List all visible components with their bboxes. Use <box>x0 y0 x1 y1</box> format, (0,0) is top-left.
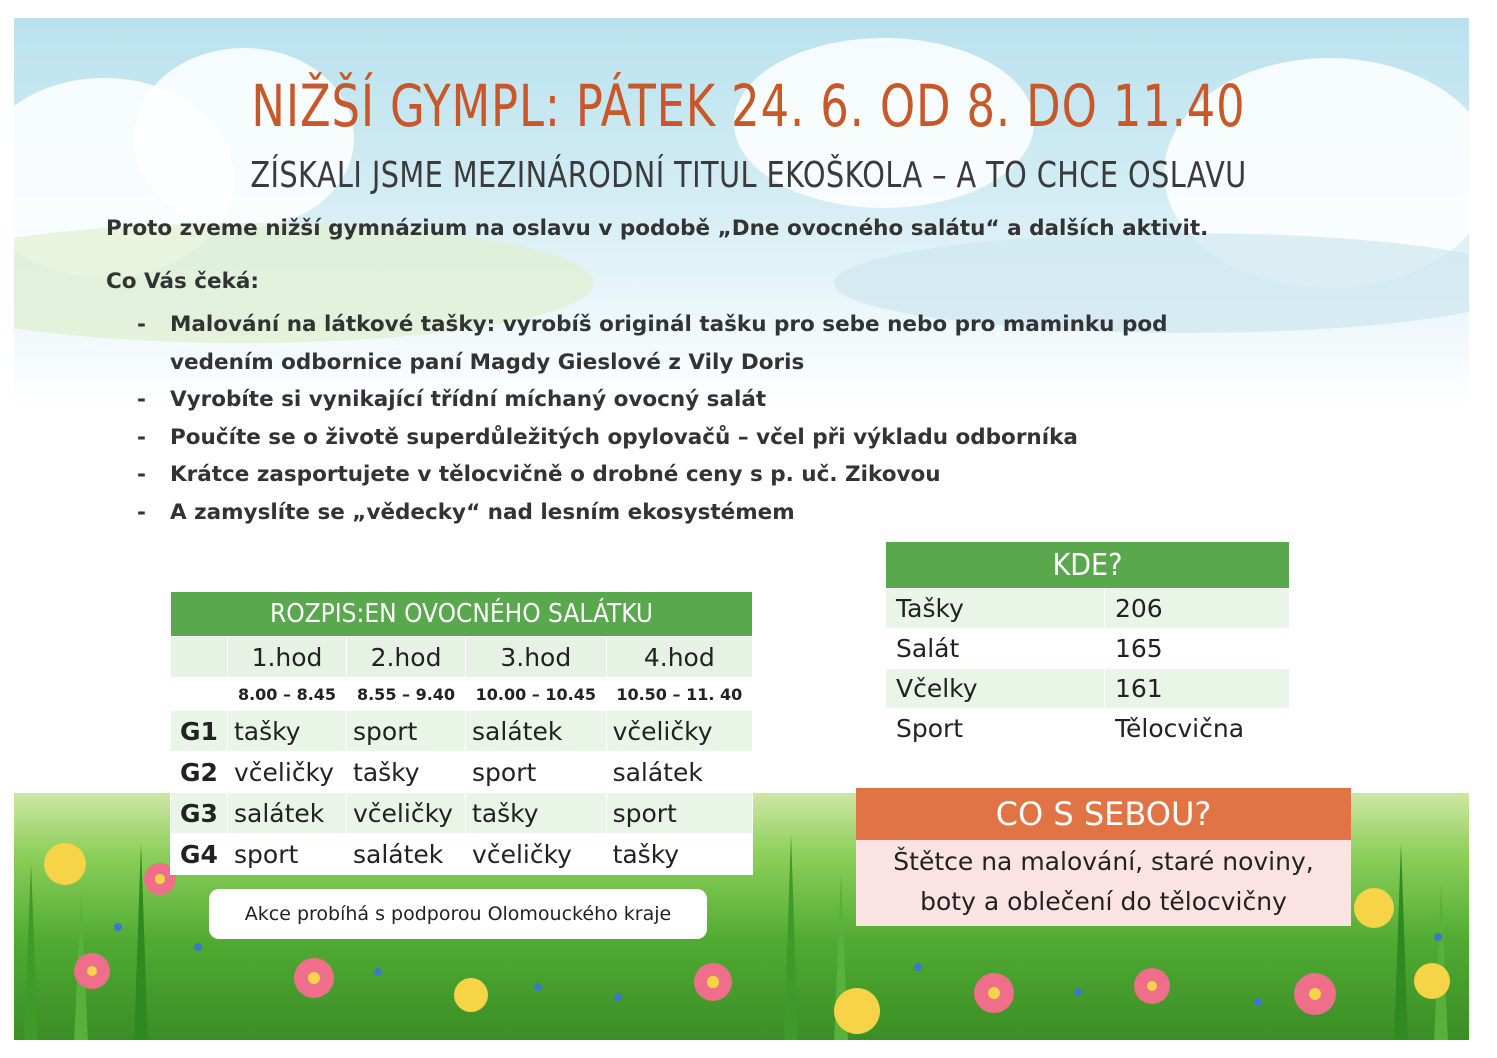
bluebell-icon <box>1254 998 1262 1006</box>
table-row <box>171 752 753 793</box>
what-to-bring-line: Štětce na malování, staré noviny, <box>893 847 1314 876</box>
table-cell: sport <box>466 752 607 793</box>
flower-icon <box>74 953 110 989</box>
intro-text: Proto zveme nižší gymnázium na oslavu v podobě „Dne ovocného salátu“ a dalších aktivit. <box>106 216 1209 241</box>
table-row <box>886 589 1290 629</box>
grass-blade <box>24 683 38 1040</box>
page-title: NIŽŠÍ GYMPL: PÁTEK 24. 6. OD 8. DO 11.40 <box>251 72 1246 140</box>
time-range: 8.00 – 8.45 <box>228 678 347 711</box>
table-cell: salátek <box>466 711 607 752</box>
table-cell: tašky <box>228 711 347 752</box>
list-item <box>137 306 1260 381</box>
activity-text: Krátce zasportujete v tělocvičně o drobné ceny s p. uč. Zikovou <box>170 462 941 488</box>
table-corner-cell <box>171 678 228 711</box>
flower-icon <box>1294 973 1336 1015</box>
table-cell: tašky <box>466 793 607 834</box>
group-label: G2 <box>171 752 228 793</box>
table-cell: salátek <box>228 793 347 834</box>
what-awaits-label: Co Vás čeká: <box>106 269 260 294</box>
activity-text: Vyrobíte si vynikající třídní míchaný ovocný salát <box>170 387 767 413</box>
list-item <box>137 456 1260 494</box>
what-to-bring-line: boty a oblečení do tělocvičny <box>920 887 1287 916</box>
activity-cell: Salát <box>886 629 1105 669</box>
sponsor-note: Akce probíhá s podporou Olomouckého kraje <box>209 889 707 939</box>
list-item <box>137 381 1260 419</box>
place-cell: 161 <box>1105 669 1290 709</box>
activity-text: A zamyslíte se „vědecky“ nad lesním ekosystémem <box>170 499 795 525</box>
list-item <box>137 494 1260 532</box>
group-label: G4 <box>171 834 228 875</box>
table-cell: včeličky <box>466 834 607 875</box>
flower-icon <box>694 963 732 1001</box>
flower-icon <box>1134 968 1170 1004</box>
hour-header: 1.hod <box>228 637 347 678</box>
table-row <box>171 834 753 875</box>
where-table <box>885 541 1290 749</box>
flower-icon <box>1414 963 1450 999</box>
schedule-table <box>170 591 753 875</box>
time-range: 8.55 – 9.40 <box>347 678 466 711</box>
place-cell: 165 <box>1105 629 1290 669</box>
hour-header: 3.hod <box>466 637 607 678</box>
activity-cell: Včelky <box>886 669 1105 709</box>
activity-cell: Tašky <box>886 589 1105 629</box>
place-cell: 206 <box>1105 589 1290 629</box>
activity-text: Malování na látkové tašky: vyrobíš originál tašku pro sebe nebo pro maminku pod vedením odbornice paní Magdy Gieslové z Vily Doris <box>170 312 1168 375</box>
place-cell: Tělocvična <box>1105 709 1290 749</box>
bluebell-icon <box>1074 988 1082 996</box>
table-cell: salátek <box>347 834 466 875</box>
bluebell-icon <box>114 923 122 931</box>
activity-text: Poučíte se o životě superdůležitých opylovačů – včel při výkladu odborníka <box>170 424 1078 450</box>
table-cell: salátek <box>606 752 752 793</box>
flower-icon <box>1354 888 1394 928</box>
what-to-bring-title: CO S SEBOU? <box>856 788 1351 840</box>
time-range: 10.50 – 11. 40 <box>606 678 752 711</box>
bluebell-icon <box>194 943 202 951</box>
flower-icon <box>974 973 1014 1013</box>
time-range: 10.00 – 10.45 <box>466 678 607 711</box>
activity-cell: Sport <box>886 709 1105 749</box>
activities-list <box>137 306 1260 532</box>
table-cell: tašky <box>347 752 466 793</box>
table-cell: včeličky <box>606 711 752 752</box>
flower-icon <box>834 988 880 1034</box>
page-subtitle: ZÍSKALI JSME MEZINÁRODNÍ TITUL EKOŠKOLA – A TO CHCE OSLAVU <box>250 155 1247 196</box>
group-label: G1 <box>171 711 228 752</box>
grass-blade <box>1394 843 1408 1040</box>
group-label: G3 <box>171 793 228 834</box>
schedule-title: ROZPIS:EN OVOCNÉHO SALÁTKU <box>171 592 753 637</box>
bluebell-icon <box>534 983 542 991</box>
hour-header: 4.hod <box>606 637 752 678</box>
grass-blade <box>1434 883 1448 1040</box>
table-row <box>886 669 1290 709</box>
bluebell-icon <box>1434 933 1442 941</box>
bluebell-icon <box>614 993 622 1001</box>
flower-icon <box>294 958 334 998</box>
table-cell: včeličky <box>228 752 347 793</box>
flower-icon <box>44 843 86 885</box>
hour-header: 2.hod <box>347 637 466 678</box>
table-cell: tašky <box>606 834 752 875</box>
table-row <box>171 711 753 752</box>
table-cell: včeličky <box>347 793 466 834</box>
table-row <box>886 629 1290 669</box>
table-row <box>886 709 1290 749</box>
bluebell-icon <box>914 963 922 971</box>
list-item <box>137 419 1260 457</box>
table-cell: sport <box>606 793 752 834</box>
table-row <box>171 793 753 834</box>
what-to-bring-box <box>856 788 1351 924</box>
flower-icon <box>454 978 488 1012</box>
grass-blade <box>784 833 798 1040</box>
where-title: KDE? <box>886 542 1290 589</box>
table-corner-cell <box>171 637 228 678</box>
table-cell: sport <box>228 834 347 875</box>
bluebell-icon <box>374 968 382 976</box>
table-cell: sport <box>347 711 466 752</box>
what-to-bring-body <box>856 840 1351 926</box>
